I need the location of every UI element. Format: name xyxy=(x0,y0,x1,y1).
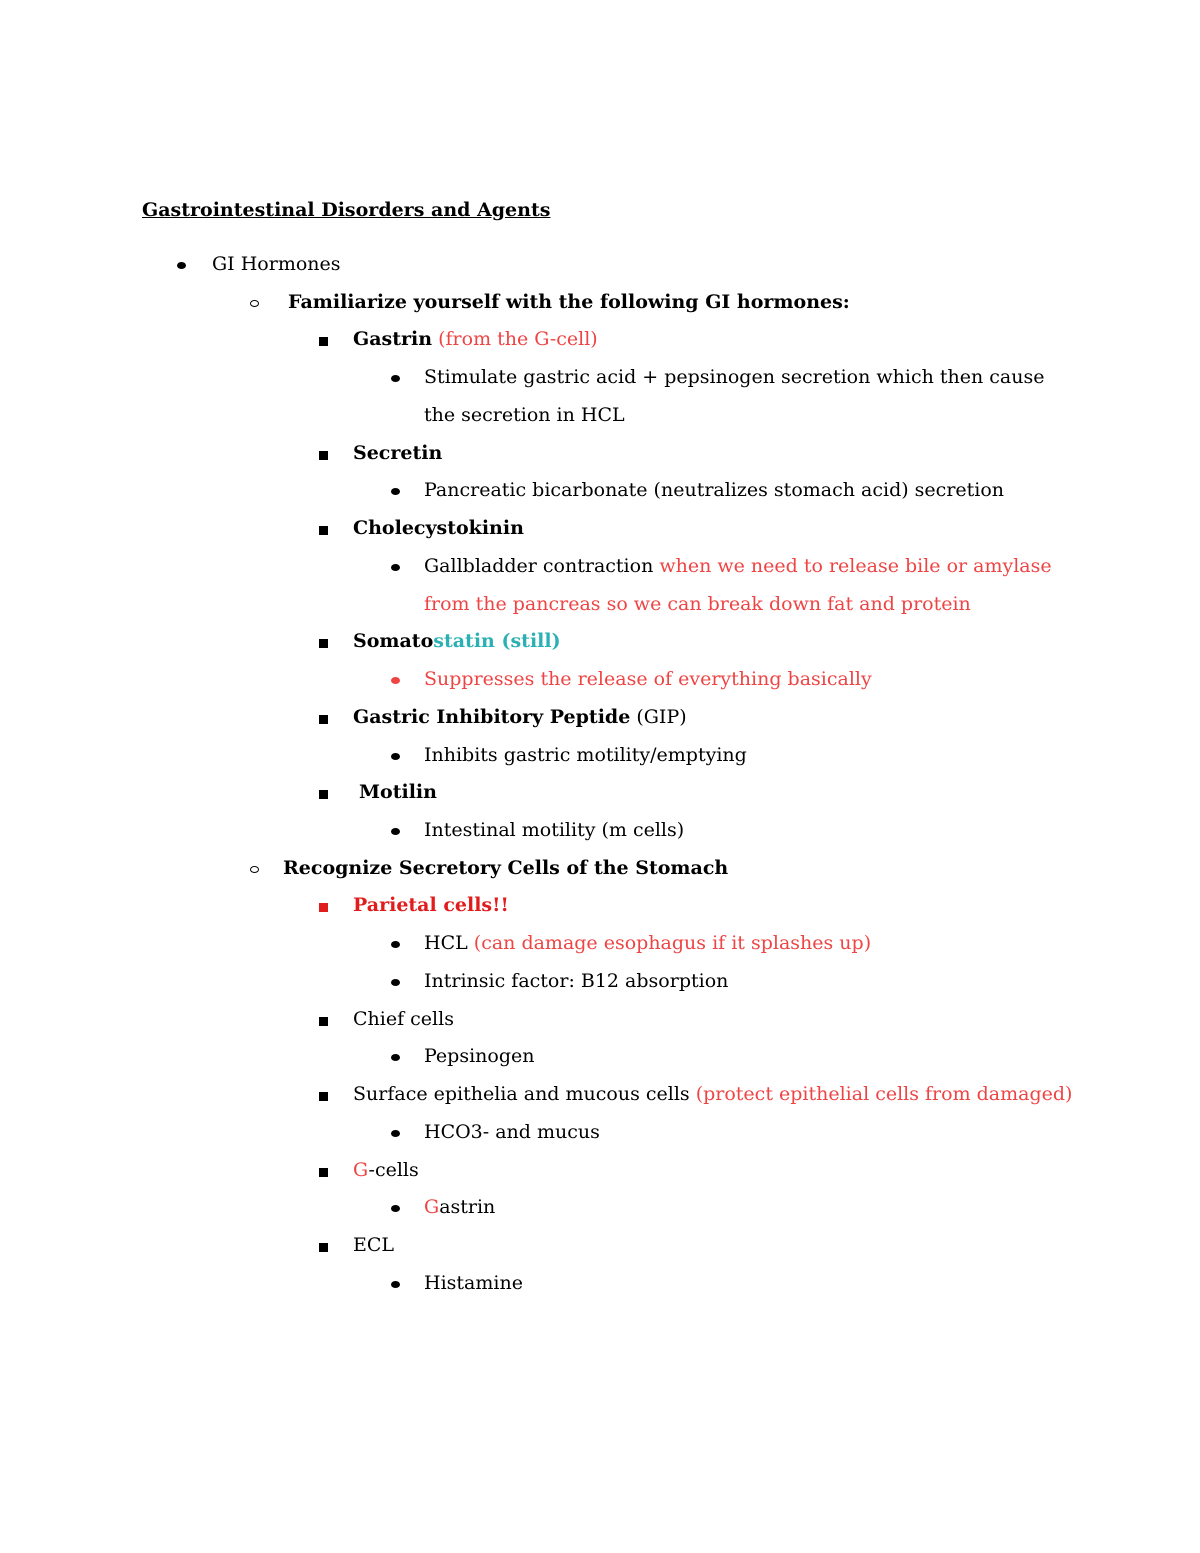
bullet-square-icon xyxy=(319,1017,328,1026)
cck-desc-line-1 xyxy=(424,554,1052,578)
parietal-hcl-name: HCL xyxy=(424,932,468,954)
gip-name: Gastric Inhibitory Peptide xyxy=(353,706,631,728)
subsection-recognize: Recognize Secretory Cells of the Stomach xyxy=(283,857,729,879)
ecl-desc: Histamine xyxy=(424,1272,523,1294)
bullet-square-icon xyxy=(319,451,328,460)
bullet-square-icon xyxy=(319,1243,328,1252)
bullet-disc-icon xyxy=(391,979,400,986)
surface-desc: HCO3- and mucus xyxy=(424,1121,600,1143)
cck-desc-black: Gallbladder contraction xyxy=(424,555,654,577)
somato-prefix: Somato xyxy=(353,630,434,652)
gcells-desc-rest: astrin xyxy=(439,1196,496,1218)
item-g-cells xyxy=(353,1158,419,1182)
motilin-desc: Intestinal motility (m cells) xyxy=(424,819,685,841)
gcells-first: G xyxy=(353,1159,369,1181)
bullet-disc-icon xyxy=(391,488,400,495)
gcells-desc-first: G xyxy=(424,1196,440,1218)
cck-desc-line-2: from the pancreas so we can break down fat and protein xyxy=(424,593,971,615)
bullet-square-icon xyxy=(319,1168,328,1177)
item-somatostatin xyxy=(353,629,561,653)
bullet-disc-icon xyxy=(391,677,400,684)
bullet-disc-icon xyxy=(391,1205,400,1212)
cck-desc-red: when we need to release bile or amylase xyxy=(659,555,1052,577)
gastrin-desc-line-1: Stimulate gastric acid + pepsinogen secretion which then cause xyxy=(424,366,1045,388)
item-motilin: Motilin xyxy=(359,781,437,803)
item-gastrin xyxy=(353,327,598,351)
section-gi-hormones: GI Hormones xyxy=(212,253,341,275)
somato-desc: Suppresses the release of everything basically xyxy=(424,668,872,690)
bullet-disc-icon xyxy=(391,753,400,760)
item-secretin: Secretin xyxy=(353,442,443,464)
bullet-square-icon xyxy=(319,639,328,648)
bullet-square-icon xyxy=(319,903,328,912)
item-gip xyxy=(353,705,687,729)
bullet-disc-icon xyxy=(391,375,400,382)
bullet-disc-icon xyxy=(391,941,400,948)
somato-note: (still) xyxy=(501,630,561,652)
gastrin-desc-line-2: the secretion in HCL xyxy=(424,404,625,426)
bullet-disc-icon xyxy=(177,262,186,269)
surface-note: (protect epithelial cells from damaged) xyxy=(695,1083,1073,1105)
gip-abbr: (GIP) xyxy=(636,706,687,728)
bullet-square-icon xyxy=(319,1092,328,1101)
bullet-disc-icon xyxy=(391,828,400,835)
item-parietal-cells: Parietal cells!! xyxy=(353,894,509,916)
gastrin-name: Gastrin xyxy=(353,328,433,350)
subsection-familiarize: Familiarize yourself with the following GI hormones: xyxy=(288,291,850,313)
surface-name: Surface epithelia and mucous cells xyxy=(353,1083,690,1105)
gip-desc: Inhibits gastric motility/emptying xyxy=(424,744,747,766)
parietal-hcl xyxy=(424,931,871,955)
gcells-rest: -cells xyxy=(368,1159,419,1181)
bullet-square-icon xyxy=(319,337,328,346)
bullet-square-icon xyxy=(319,715,328,724)
parietal-hcl-note: (can damage esophagus if it splashes up) xyxy=(473,932,872,954)
bullet-disc-icon xyxy=(391,1054,400,1061)
item-ecl: ECL xyxy=(353,1234,395,1256)
item-cholecystokinin: Cholecystokinin xyxy=(353,517,524,539)
bullet-disc-icon xyxy=(391,564,400,571)
gcells-desc xyxy=(424,1195,495,1219)
document-title: Gastrointestinal Disorders and Agents xyxy=(142,199,551,221)
item-chief-cells: Chief cells xyxy=(353,1008,454,1030)
parietal-intrinsic-factor: Intrinsic factor: B12 absorption xyxy=(424,970,729,992)
gastrin-note: (from the G-cell) xyxy=(438,328,598,350)
chief-desc: Pepsinogen xyxy=(424,1045,535,1067)
bullet-disc-icon xyxy=(391,1130,400,1137)
somato-suffix: statin xyxy=(433,630,495,652)
bullet-square-icon xyxy=(319,526,328,535)
bullet-disc-icon xyxy=(391,1281,400,1288)
secretin-desc: Pancreatic bicarbonate (neutralizes stomach acid) secretion xyxy=(424,479,1005,501)
item-surface-epithelia xyxy=(353,1082,1072,1106)
bullet-circle-icon xyxy=(250,866,259,873)
bullet-square-icon xyxy=(319,790,328,799)
bullet-circle-icon xyxy=(250,300,259,307)
